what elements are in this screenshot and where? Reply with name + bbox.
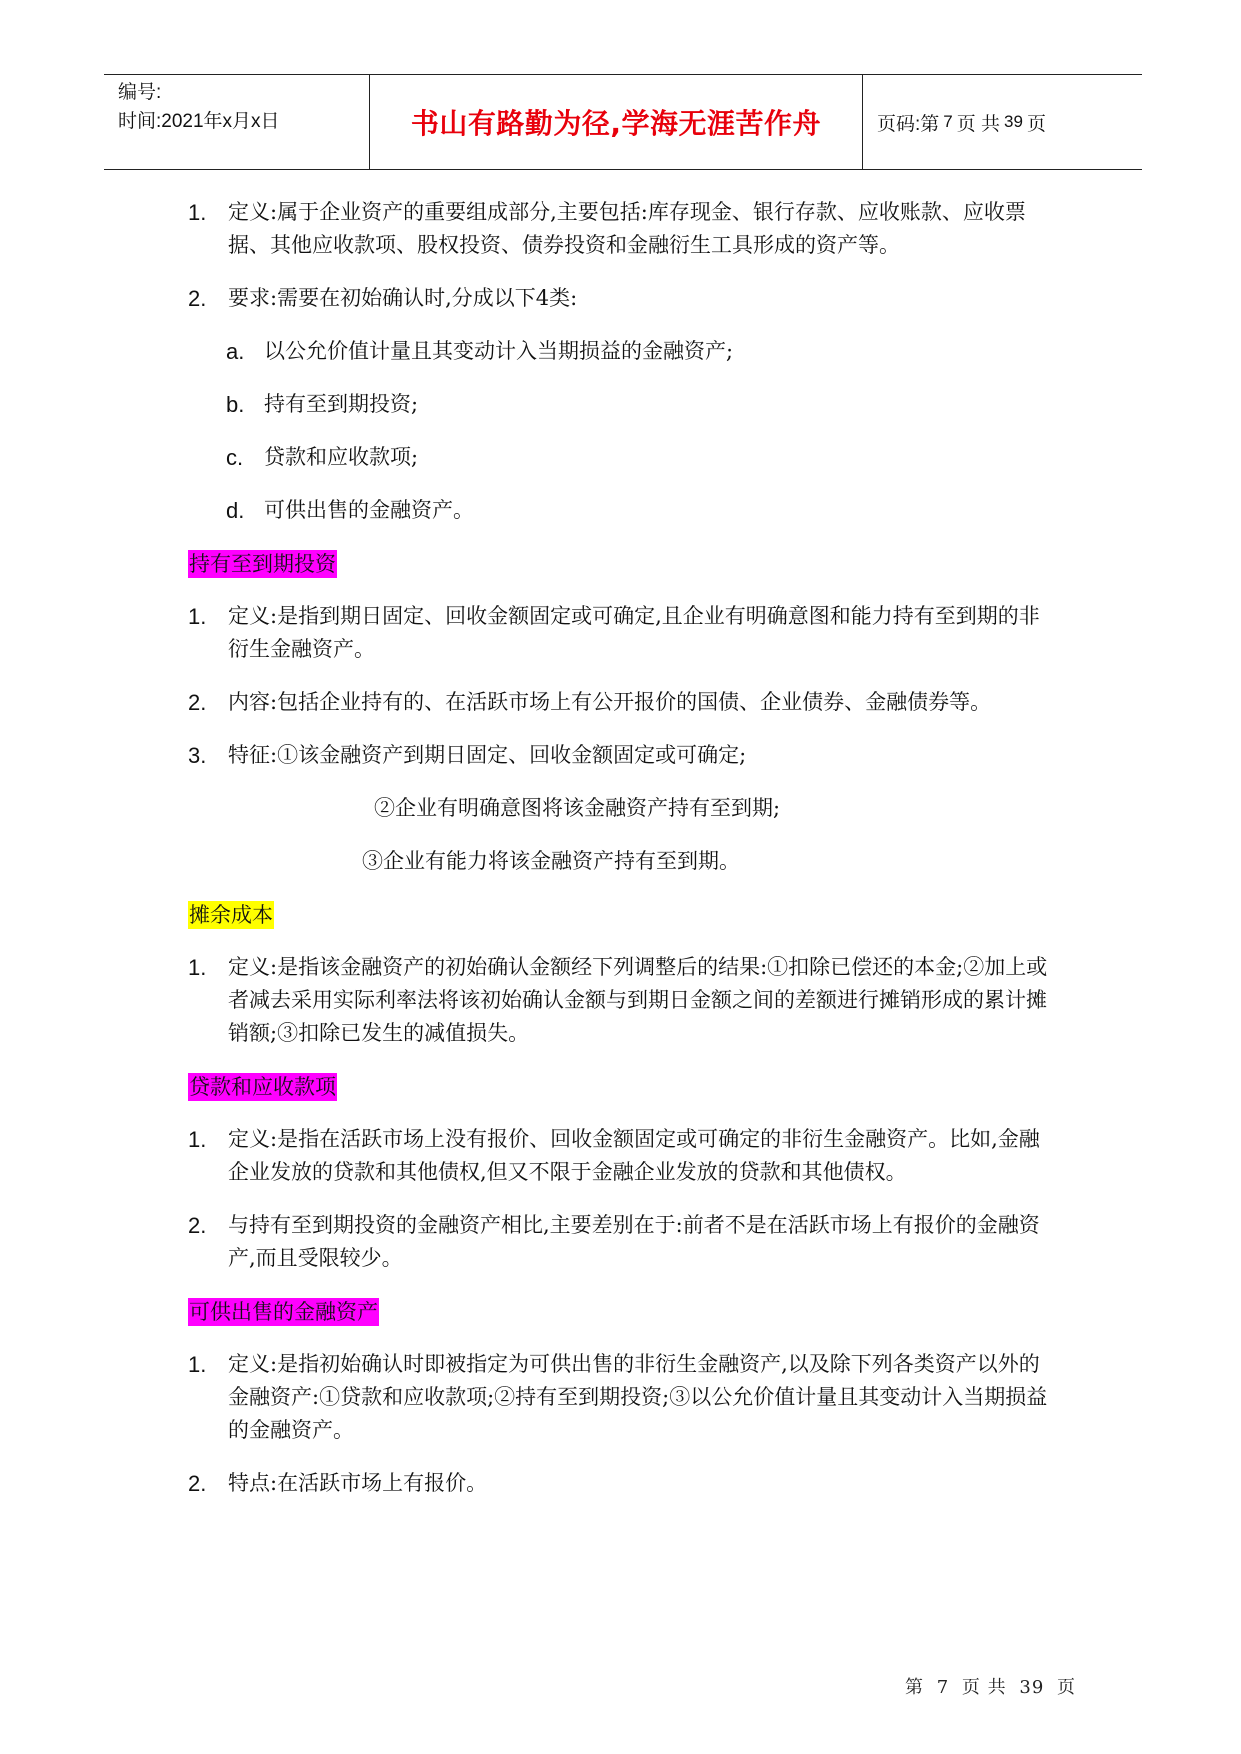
section-heading bbox=[188, 547, 1058, 581]
page-total: 39 bbox=[1004, 112, 1023, 131]
header-motto: 书山有路勤为径,学海无涯苦作舟 bbox=[370, 75, 863, 169]
page-header bbox=[104, 74, 1142, 170]
footer-mid: 页 共 bbox=[961, 1677, 1007, 1698]
item-number: 2. bbox=[188, 1471, 207, 1496]
list-item bbox=[188, 282, 1058, 315]
list-item bbox=[188, 739, 1058, 772]
heading-loans-receivables: 贷款和应收款项 bbox=[189, 1075, 336, 1099]
feature-line: ②企业有明确意图将该金融资产持有至到期; bbox=[374, 796, 781, 820]
sub-list-item bbox=[188, 388, 1058, 421]
list-item bbox=[188, 1209, 1058, 1275]
heading-amortized-cost: 摊余成本 bbox=[189, 903, 273, 927]
header-page-number bbox=[863, 75, 1142, 169]
page-footer bbox=[905, 1673, 1076, 1699]
section-heading bbox=[188, 1295, 1058, 1329]
item-text: 定义:属于企业资产的重要组成部分,主要包括:库存现金、银行存款、应收账款、应收票据、其他应收款项、股权投资、债券投资和金融衍生工具形成的资产等。 bbox=[228, 200, 1026, 257]
heading-held-to-maturity: 持有至到期投资 bbox=[189, 552, 336, 576]
sub-item-text: 贷款和应收款项; bbox=[264, 445, 419, 469]
sub-item-text: 持有至到期投资; bbox=[264, 392, 419, 416]
section-heading bbox=[188, 1070, 1058, 1104]
sub-item-text: 可供出售的金融资产。 bbox=[264, 498, 474, 522]
item-number: 2. bbox=[188, 690, 207, 715]
list-item bbox=[188, 1123, 1058, 1189]
page-prefix: 页码:第 bbox=[877, 113, 940, 135]
item-number: 2. bbox=[188, 286, 207, 311]
sub-item-letter: b. bbox=[226, 392, 245, 417]
document-body bbox=[188, 196, 1058, 1520]
footer-suffix: 页 bbox=[1057, 1677, 1077, 1698]
item-text: 内容:包括企业持有的、在活跃市场上有公开报价的国债、企业债券、金融债券等。 bbox=[228, 690, 992, 714]
page-current: 7 bbox=[943, 112, 953, 131]
footer-prefix: 第 bbox=[905, 1677, 924, 1698]
time-label: 时间:2021年x月x日 bbox=[118, 111, 280, 132]
item-text: 定义:是指该金融资产的初始确认金额经下列调整后的结果:①扣除已偿还的本金;②加上或者减去采用实际利率法将该初始确认金额与到期日金额之间的差额进行摊销形成的累计摊销额;③扣除已发生的减值损失。 bbox=[228, 955, 1048, 1045]
list-item bbox=[188, 600, 1058, 666]
item-text: 定义:是指初始确认时即被指定为可供出售的非衍生金融资产,以及除下列各类资产以外的金融资产:①贷款和应收款项;②持有至到期投资;③以公允价值计量且其变动计入当期损益的金融资产。 bbox=[228, 1352, 1048, 1442]
heading-available-for-sale: 可供出售的金融资产 bbox=[189, 1300, 378, 1324]
number-label: 编号: bbox=[118, 82, 162, 103]
list-item bbox=[188, 1467, 1058, 1500]
sub-list-item bbox=[188, 441, 1058, 474]
item-text: 特征:①该金融资产到期日固定、回收金额固定或可确定; bbox=[228, 743, 747, 767]
page-mid: 页 共 bbox=[956, 113, 1001, 135]
sub-list-item bbox=[188, 335, 1058, 368]
header-meta bbox=[104, 75, 370, 169]
item-number: 2. bbox=[188, 1213, 207, 1238]
item-text: 与持有至到期投资的金融资产相比,主要差别在于:前者不是在活跃市场上有报价的金融资产,而且受限较少。 bbox=[228, 1213, 1040, 1270]
item-text: 定义:是指到期日固定、回收金额固定或可确定,且企业有明确意图和能力持有至到期的非衍生金融资产。 bbox=[228, 604, 1040, 661]
list-item bbox=[188, 1348, 1058, 1447]
item-number: 1. bbox=[188, 1127, 207, 1152]
item-text: 定义:是指在活跃市场上没有报价、回收金额固定或可确定的非衍生金融资产。比如,金融企业发放的贷款和其他债权,但又不限于金融企业发放的贷款和其他债权。 bbox=[228, 1127, 1040, 1184]
sub-item-letter: a. bbox=[226, 339, 245, 364]
item-text: 要求:需要在初始确认时,分成以下4类: bbox=[228, 286, 578, 310]
sub-item-letter: c. bbox=[226, 445, 244, 470]
footer-current: 7 bbox=[936, 1677, 950, 1698]
item-number: 3. bbox=[188, 743, 207, 768]
list-item bbox=[188, 686, 1058, 719]
item-number: 1. bbox=[188, 604, 207, 629]
page-suffix: 页 bbox=[1026, 113, 1046, 135]
item-number: 1. bbox=[188, 1352, 207, 1377]
item-number: 1. bbox=[188, 955, 207, 980]
footer-total: 39 bbox=[1019, 1677, 1045, 1698]
list-item bbox=[188, 196, 1058, 262]
feature-line: ③企业有能力将该金融资产持有至到期。 bbox=[362, 849, 740, 873]
section-heading bbox=[188, 898, 1058, 932]
list-item bbox=[188, 951, 1058, 1050]
sub-item-text: 以公允价值计量且其变动计入当期损益的金融资产; bbox=[264, 339, 734, 363]
sub-item-letter: d. bbox=[226, 498, 245, 523]
sub-list-item bbox=[188, 494, 1058, 527]
item-text: 特点:在活跃市场上有报价。 bbox=[228, 1471, 488, 1495]
item-number: 1. bbox=[188, 200, 207, 225]
